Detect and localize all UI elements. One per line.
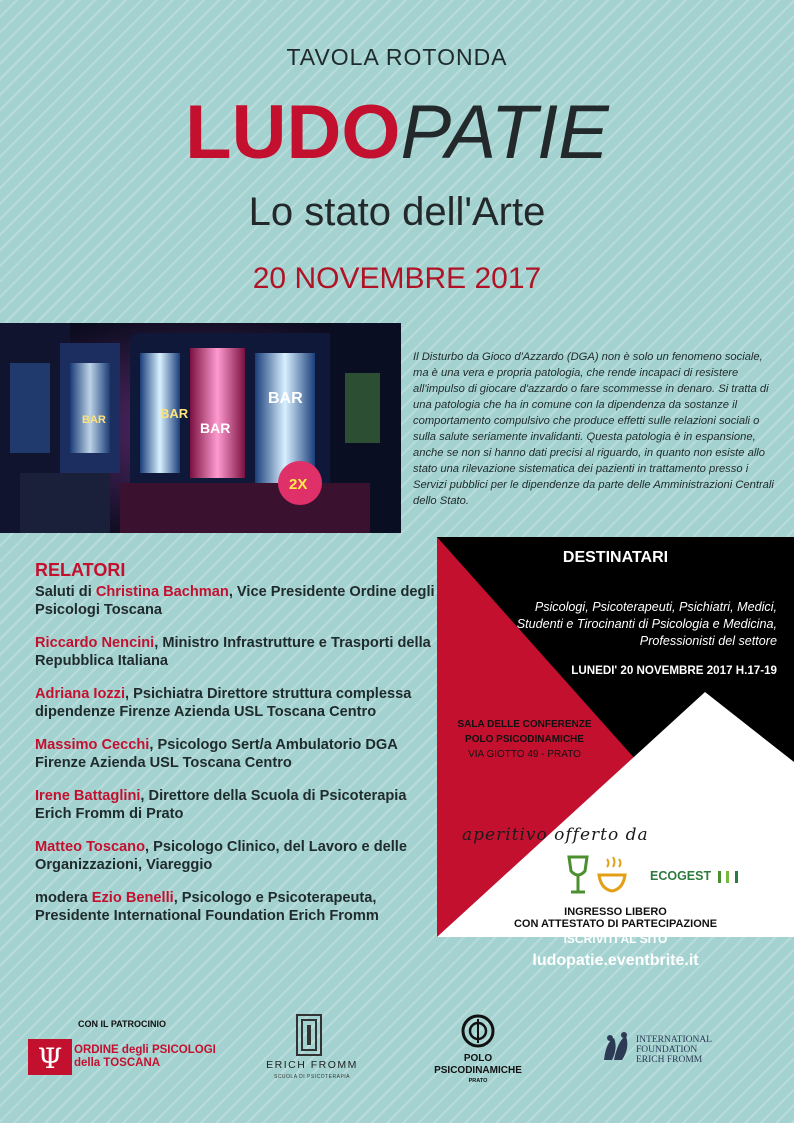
fromm-emblem-icon: [262, 1013, 362, 1083]
speaker-item: [35, 583, 435, 619]
speaker-role: , Ministro Infrastrutture e Trasporti della Repubblica Italiana: [35, 635, 431, 669]
speakers-title: RELATORI: [35, 560, 126, 580]
event-type: TAVOLA ROTONDA: [286, 44, 508, 70]
ecogest-name: ECOGEST: [650, 869, 712, 883]
ordine-psicologi-text: [74, 1044, 216, 1070]
psi-icon: [28, 1037, 72, 1077]
polo-line-3: PRATO: [468, 1078, 488, 1084]
intl-line-3: ERICH FROMM: [636, 1055, 703, 1065]
patronage-label: CON IL PATROCINIO: [78, 1019, 167, 1029]
aperitivo-caption: aperitivo offerto da: [462, 825, 649, 845]
bar-symbol: BAR: [268, 390, 303, 407]
speaker-name: Christina Bachman: [95, 584, 229, 600]
destinatari-title: DESTINATARI: [562, 549, 669, 566]
ordine-line-1: ORDINE degli PSICOLOGI: [74, 1044, 216, 1056]
intl-line-1: INTERNATIONAL: [636, 1035, 712, 1045]
event-date: 20 NOVEMBRE 2017: [252, 262, 542, 295]
speaker-role: , Direttore della Scuola di Psicoterapia Erich Fromm di Prato: [35, 788, 407, 822]
venue-room: SALA DELLE CONFERENZE: [457, 719, 592, 730]
title-part-dark: PATIE: [400, 90, 609, 175]
speaker-role: , Vice Presidente Ordine degli Psicologi Toscana: [35, 584, 435, 618]
bar-symbol: BAR: [82, 414, 106, 426]
international-foundation-text: [636, 1035, 712, 1065]
speaker-item: [35, 889, 435, 925]
venue-name: POLO PSICODINAMICHE: [465, 734, 584, 745]
polo-psicodinamiche-logo: [418, 1013, 538, 1091]
speaker-prefix: Saluti di: [35, 584, 96, 600]
erich-fromm-school-logo: [262, 1013, 362, 1083]
speaker-role: , Psicologo Sert/a Ambulatorio DGA Firenze Azienda USL Toscana Centro: [35, 737, 398, 771]
speaker-item: [35, 685, 435, 721]
speakers-section: [35, 560, 435, 940]
fromm-subtitle: SCUOLA DI PSICOTERAPIA: [273, 1074, 351, 1080]
venue-address: VIA GIOTTO 49 - PRATO: [468, 749, 581, 760]
ordine-line-2: della TOSCANA: [74, 1057, 161, 1069]
free-entry: INGRESSO LIBERO: [564, 906, 667, 918]
speaker-name: Riccardo Nencini: [35, 635, 155, 651]
slot-machine-illustration: [0, 323, 401, 533]
polo-emblem-icon: [418, 1013, 538, 1091]
intl-line-2: FOUNDATION: [636, 1045, 698, 1055]
speaker-name: Adriana Iozzi: [35, 686, 126, 702]
speaker-item: [35, 634, 435, 670]
speaker-prefix: modera: [35, 890, 92, 906]
speaker-role: , Psichiatra Direttore struttura complessa dipendenze Firenze Azienda USL Toscana Centro: [35, 686, 412, 720]
intro-paragraph: Il Disturbo da Gioco d'Azzardo (DGA) non è solo un fenomeno sociale, ma è una vera e propria patologia, che rende incapaci di resistere all'impulso di giocare d'azzardo o fare scommesse in denaro. Si tratta di una patologia che ha in comune con la dipendenza da sostanze il comportamento compulsivo che produce effetti sulle relazioni sociali o sulla salute seriamente invalidanti. Questa patologia è in espansione, anche se non si hanno dati precisi al riguardo, in quanto non esiste allo stato una rilevazione sistematica dei pazienti in trattamento presso i Servizi pubblici per le dipendenze da parte delle Amministrazioni Centrali dello Stato.: [413, 351, 774, 507]
speaker-role: , Psicologo Clinico, del Lavoro e delle Organizzazioni, Viareggio: [35, 839, 407, 873]
wine-glass-bowl-icon: [565, 855, 629, 897]
venue: [437, 717, 612, 762]
title-part-red: LUDO: [185, 90, 401, 175]
register-label: ISCRIVITI AL SITO: [563, 932, 668, 946]
speaker-item: [35, 787, 435, 823]
speaker-name: Matteo Toscano: [35, 839, 146, 855]
speaker-name: Ezio Benelli: [91, 890, 174, 906]
slot-machine-photo: [0, 323, 401, 533]
speaker-item: [35, 736, 435, 772]
registration-link[interactable]: ludopatie.eventbrite.it: [532, 952, 699, 969]
polo-line-2: PSICODINAMICHE: [434, 1065, 522, 1076]
fromm-name: ERICH FROMM: [266, 1059, 358, 1071]
speaker-name: Massimo Cecchi: [35, 737, 150, 753]
event-datetime: LUNEDI' 20 NOVEMBRE 2017 H.17-19: [571, 664, 777, 677]
ecogest-logo: [650, 869, 738, 883]
subtitle: Lo stato dell'Arte: [248, 190, 546, 234]
destinatari-audience: Psicologi, Psicoterapeuti, Psichiatri, Medici, Studenti e Tirocinanti di Psicologia e Medicina, Professionisti del settore: [516, 600, 777, 648]
certificate-info: CON ATTESTATO DI PARTECIPAZIONE: [513, 918, 718, 930]
x2-symbol: 2X: [289, 476, 308, 493]
main-title: [0, 88, 794, 178]
speaker-item: [35, 838, 435, 874]
destinatari-panel: [437, 537, 794, 937]
bar-symbol: BAR: [160, 406, 189, 421]
svg-text:Ψ: Ψ: [37, 1042, 63, 1075]
bar-symbol: BAR: [200, 420, 231, 436]
polo-line-1: POLO: [463, 1053, 493, 1064]
admission-info: [437, 906, 794, 930]
speaker-name: Irene Battaglini: [35, 788, 141, 804]
foundation-figures-icon: [600, 1030, 636, 1066]
speaker-role: , Psicologo e Psicoterapeuta, Presidente International Foundation Erich Fromm: [35, 890, 379, 924]
